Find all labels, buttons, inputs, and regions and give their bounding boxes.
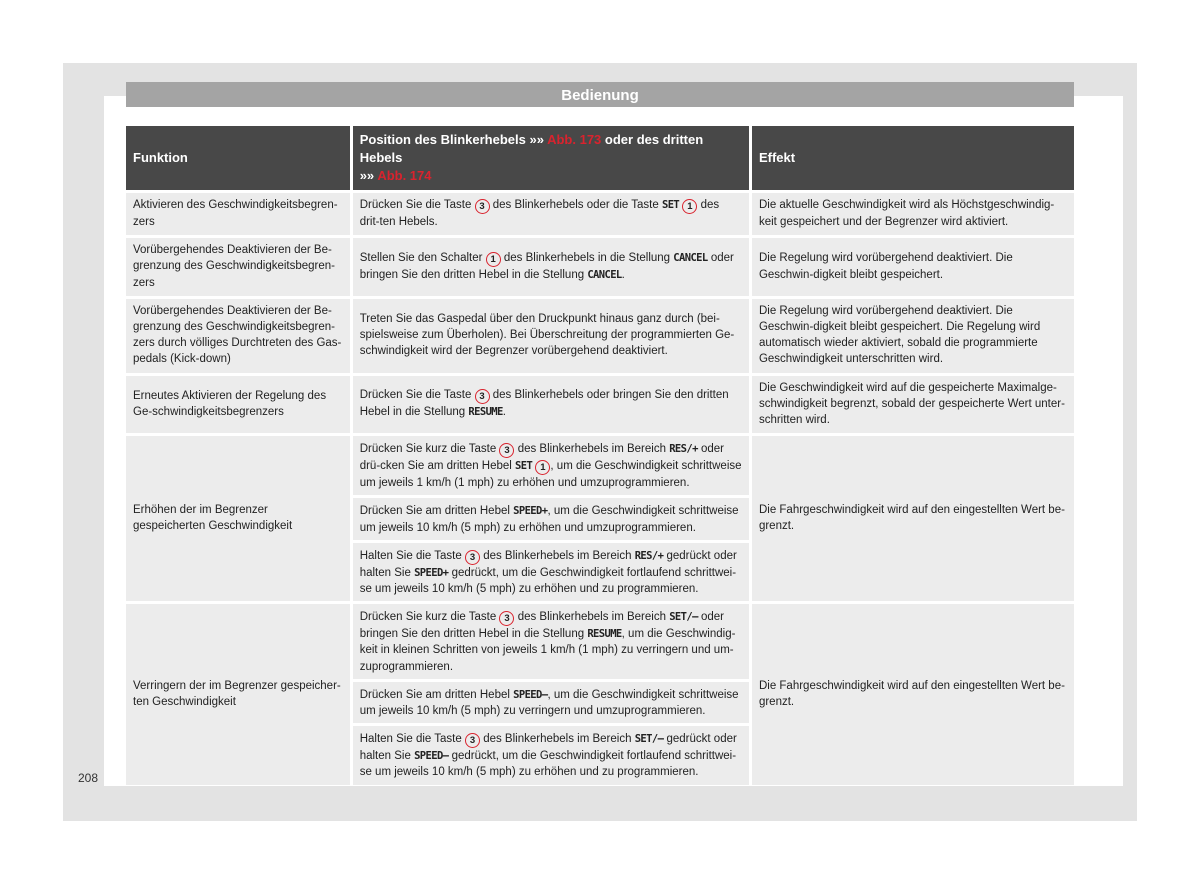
funktion-cell: Vorübergehendes Deaktivieren der Be-grenzung des Geschwindigkeitsbegren-zers durch völliges Durchtreten des Gas-pedals (Kick-down)	[126, 299, 350, 373]
key-label: RES/+	[669, 443, 698, 456]
text-fragment: oder bringen Sie den dritten Hebel in die Stellung	[359, 611, 725, 641]
position-cell: Treten Sie das Gaspedal über den Druckpunkt hinaus ganz durch (bei-spielsweise zum Überholen). Bei Überschreitung der programmierten Ge-schwindigkeit wird der Begrenzer vorübergehend deaktiviert.	[353, 299, 749, 373]
text-fragment: Drücken Sie am dritten Hebel	[359, 688, 510, 701]
button-3-icon: 3	[475, 199, 490, 214]
table-row	[126, 376, 1074, 434]
position-cell	[353, 682, 749, 723]
funktion-cell: Erneutes Aktivieren der Regelung des Ge-schwindigkeitsbegrenzers	[126, 376, 350, 434]
button-3-icon: 3	[499, 443, 514, 458]
text-fragment: des Blinkerhebels in die Stellung	[503, 251, 671, 264]
text-fragment: Drücken Sie die Taste	[359, 199, 472, 211]
text-fragment: gedrückt, um die Geschwindigkeit fortlaufend schrittwei-se um jeweils 10 km/h (5 mph) zu erhöhen und zu programmieren.	[359, 566, 737, 596]
reference-arrow: »»	[359, 168, 375, 183]
table-row	[126, 299, 1074, 373]
position-cell	[353, 193, 749, 235]
text-fragment: , um die Geschwindigkeit schrittweise um jeweils 1 km/h (1 mph) zu erhöhen und umzuprogrammieren.	[359, 460, 742, 490]
text-fragment: oder drü-cken Sie am dritten Hebel	[359, 443, 725, 473]
position-cell	[353, 238, 749, 296]
text-fragment: des Blinkerhebels oder bringen Sie den dritten Hebel in die Stellung	[359, 389, 729, 419]
key-label: SPEED+	[414, 566, 449, 579]
key-label: SET/–	[669, 611, 698, 624]
key-label: SET	[515, 460, 533, 473]
text-fragment: .	[502, 406, 506, 419]
effekt-cell: Die Fahrgeschwindigkeit wird auf den eingestellten Wert be-grenzt.	[752, 436, 1074, 601]
header-position-text-a: Position des Blinkerhebels	[359, 132, 526, 147]
text-fragment: des Blinkerhebels oder die Taste	[492, 199, 659, 211]
text-fragment: Halten Sie die Taste	[359, 733, 462, 746]
table-row	[126, 436, 1074, 495]
button-3-icon: 3	[475, 389, 490, 404]
funktion-cell: Vorübergehendes Deaktivieren der Be-grenzung des Geschwindigkeitsbegren-zers	[126, 238, 350, 296]
text-fragment: des Blinkerhebels im Bereich	[483, 733, 632, 746]
table-header-row	[126, 126, 1074, 190]
table-row	[126, 193, 1074, 235]
position-cell	[353, 498, 749, 539]
key-label: SPEED+	[513, 505, 548, 518]
page-number: 208	[78, 771, 99, 785]
funktion-cell: Erhöhen der im Begrenzer gespeicherten Geschwindigkeit	[126, 436, 350, 601]
header-position	[353, 126, 749, 190]
text-fragment: gedrückt oder halten Sie	[359, 549, 737, 579]
effekt-cell: Die Regelung wird vorübergehend deaktiviert. Die Geschwin-digkeit bleibt gespeichert.	[752, 238, 1074, 296]
effekt-cell: Die Regelung wird vorübergehend deaktiviert. Die Geschwin-digkeit bleibt gespeichert. Die Regelung wird automatisch wieder aktiviert, sobald die programmierte Geschwindigkeit unterschritten wird.	[752, 299, 1074, 373]
key-label: SET/–	[634, 733, 664, 746]
text-fragment: , um die Geschwindigkeit schrittweise um jeweils 10 km/h (5 mph) zu verringern und umzuprogrammieren.	[359, 688, 739, 718]
button-3-icon: 3	[499, 611, 514, 626]
button-3-icon: 3	[465, 733, 480, 748]
text-fragment: gedrückt, um die Geschwindigkeit fortlaufend schrittwei-se um jeweils 10 km/h (5 mph) zu erhöhen und zu programmieren.	[359, 750, 737, 779]
text-fragment: Drücken Sie am dritten Hebel	[359, 505, 510, 518]
button-1-icon: 1	[535, 460, 550, 475]
text-fragment: des Blinkerhebels im Bereich	[517, 611, 666, 624]
position-cell	[353, 604, 749, 679]
text-fragment: des Blinkerhebels im Bereich	[517, 443, 666, 456]
key-label: SPEED–	[414, 750, 449, 763]
button-3-icon: 3	[465, 550, 480, 565]
text-fragment: gedrückt oder halten Sie	[359, 733, 737, 763]
key-label: RESUME	[587, 628, 622, 641]
effekt-cell: Die aktuelle Geschwindigkeit wird als Höchstgeschwindig-keit gespeichert und der Begrenzer wird aktiviert.	[752, 193, 1074, 235]
text-fragment: des Blinkerhebels im Bereich	[483, 549, 632, 562]
text-fragment: oder bringen Sie den dritten Hebel in die Stellung	[359, 251, 734, 281]
position-cell	[353, 376, 749, 434]
effekt-cell: Die Geschwindigkeit wird auf die gespeicherte Maximalge-schwindigkeit begrenzt, sobald der gespeicherte Wert unter-schritten wird.	[752, 376, 1074, 434]
text-fragment: Drücken Sie kurz die Taste	[359, 443, 497, 456]
key-label: RES/+	[634, 549, 664, 562]
button-1-icon: 1	[486, 252, 501, 267]
figure-reference-link[interactable]: Abb. 173	[547, 132, 602, 147]
text-fragment: Halten Sie die Taste	[359, 549, 462, 562]
text-fragment: , um die Geschwindig-keit in kleinen Schritten von jeweils 1 km/h (1 mph) zu verringern und um-zuprogrammieren.	[359, 628, 736, 673]
section-title: Bedienung	[126, 82, 1074, 107]
key-label: CANCEL	[673, 251, 708, 264]
position-cell	[353, 543, 749, 601]
key-label: SPEED–	[513, 688, 548, 701]
table-row	[126, 238, 1074, 296]
position-cell	[353, 726, 749, 784]
key-label: RESUME	[468, 406, 503, 419]
position-cell	[353, 436, 749, 495]
button-1-icon: 1	[682, 199, 697, 214]
operation-table	[123, 123, 1077, 788]
header-position-text-b: oder des dritten Hebels	[359, 132, 704, 165]
key-label: CANCEL	[587, 268, 622, 281]
text-fragment: des drit-ten Hebels.	[359, 199, 720, 228]
header-effekt: Effekt	[752, 126, 1074, 190]
text-fragment: Drücken Sie die Taste	[359, 389, 472, 402]
text-fragment: .	[621, 268, 625, 281]
text-fragment: Drücken Sie kurz die Taste	[359, 611, 497, 624]
key-label: SET	[661, 199, 680, 211]
text-fragment: Stellen Sie den Schalter	[359, 251, 483, 264]
effekt-cell: Die Fahrgeschwindigkeit wird auf den eingestellten Wert be-grenzt.	[752, 604, 1074, 784]
table-row	[126, 604, 1074, 679]
funktion-cell: Verringern der im Begrenzer gespeicher-ten Geschwindigkeit	[126, 604, 350, 784]
figure-reference-link[interactable]: Abb. 174	[377, 168, 432, 183]
reference-arrow: »»	[529, 132, 544, 147]
text-fragment: , um die Geschwindigkeit schrittweise um jeweils 10 km/h (5 mph) zu erhöhen und umzuprogrammieren.	[359, 505, 739, 534]
funktion-cell: Aktivieren des Geschwindigkeitsbegren-zers	[126, 193, 350, 235]
header-funktion: Funktion	[126, 126, 350, 190]
